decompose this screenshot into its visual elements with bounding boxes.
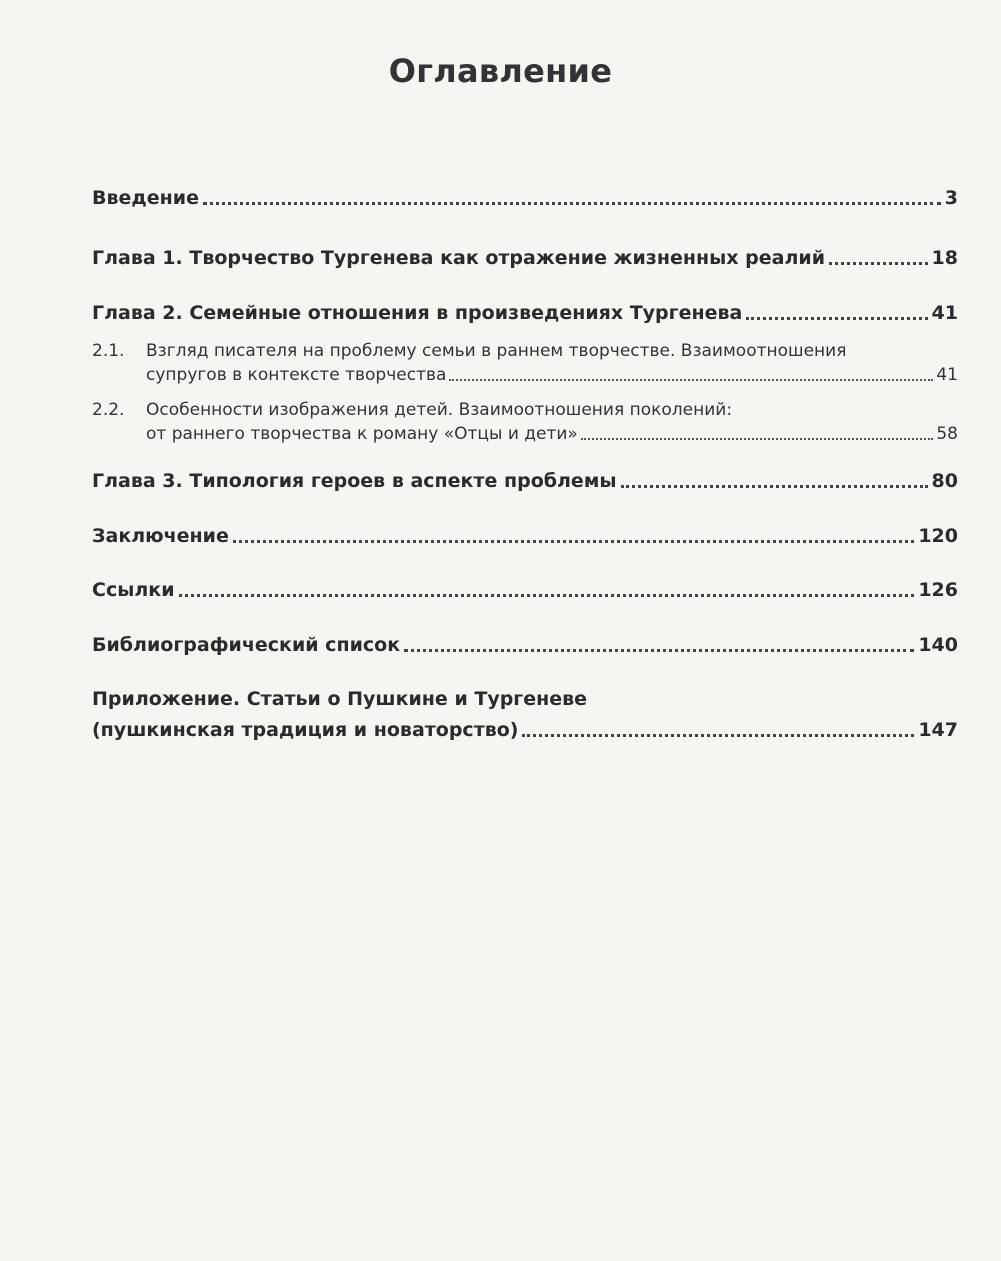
toc-entry-chapter-1 [92,245,958,271]
toc-entry-label: Приложение. Статьи о Пушкине и Тургеневе [92,688,588,710]
toc-page-number: 126 [918,579,958,601]
dot-leader [233,539,914,543]
toc-page-number: 58 [936,424,958,444]
toc-page-number: 41 [936,365,958,385]
toc-subentry-line: Взгляд писателя на проблему семьи в раннем творчестве. Взаимоотношения [146,341,847,361]
dot-leader [203,201,941,205]
toc-entry-label: (пушкинская традиция и новаторство) [92,719,519,741]
toc-entry-label: Глава 2. Семейные отношения в произведениях Тургенева [92,302,743,324]
toc-entry-references [92,577,958,603]
toc-page-number: 41 [931,302,958,324]
toc-subentry-line: от раннего творчества к роману «Отцы и дети» [146,424,578,444]
toc-entry-label: Ссылки [92,579,175,601]
toc-entry-chapter-3 [92,468,958,494]
toc-page-number: 80 [931,470,958,492]
toc-subentry-line: Особенности изображения детей. Взаимоотношения поколений: [146,400,733,420]
toc-entry-label: Заключение [92,525,229,547]
toc-subentry-line: супругов в контексте творчества [146,365,447,385]
toc-entry-appendix [92,685,958,743]
toc-subentry-2-2 [92,398,958,446]
toc-entry-bibliography [92,632,958,658]
toc-page-number: 147 [918,719,958,741]
dot-leader [522,733,914,737]
dot-leader [621,484,928,488]
dot-leader [179,593,915,597]
toc-entry-chapter-2 [92,300,958,326]
page-title: Оглавление [388,52,613,90]
toc-entry-label: Глава 3. Типология героев в аспекте проблемы [92,470,617,492]
dot-leader [746,316,927,320]
dot-leader [449,378,933,381]
toc-subentry-2-1 [92,339,958,387]
toc-subentry-number: 2.2. [92,400,125,420]
dot-leader [581,437,934,440]
toc-entry-conclusion [92,523,958,549]
dot-leader [829,261,928,265]
toc-page-number: 140 [918,634,958,656]
toc-page-number: 120 [918,525,958,547]
toc-subentry-number: 2.1. [92,341,125,361]
toc-entry-label: Библиографический список [92,634,401,656]
toc-entry-intro [92,185,958,211]
toc-page-number: 3 [944,187,958,209]
toc-entry-label: Введение [92,187,199,209]
toc-entry-label: Глава 1. Творчество Тургенева как отражение жизненных реалий [92,247,826,269]
dot-leader [404,648,914,652]
toc-page-number: 18 [931,247,958,269]
